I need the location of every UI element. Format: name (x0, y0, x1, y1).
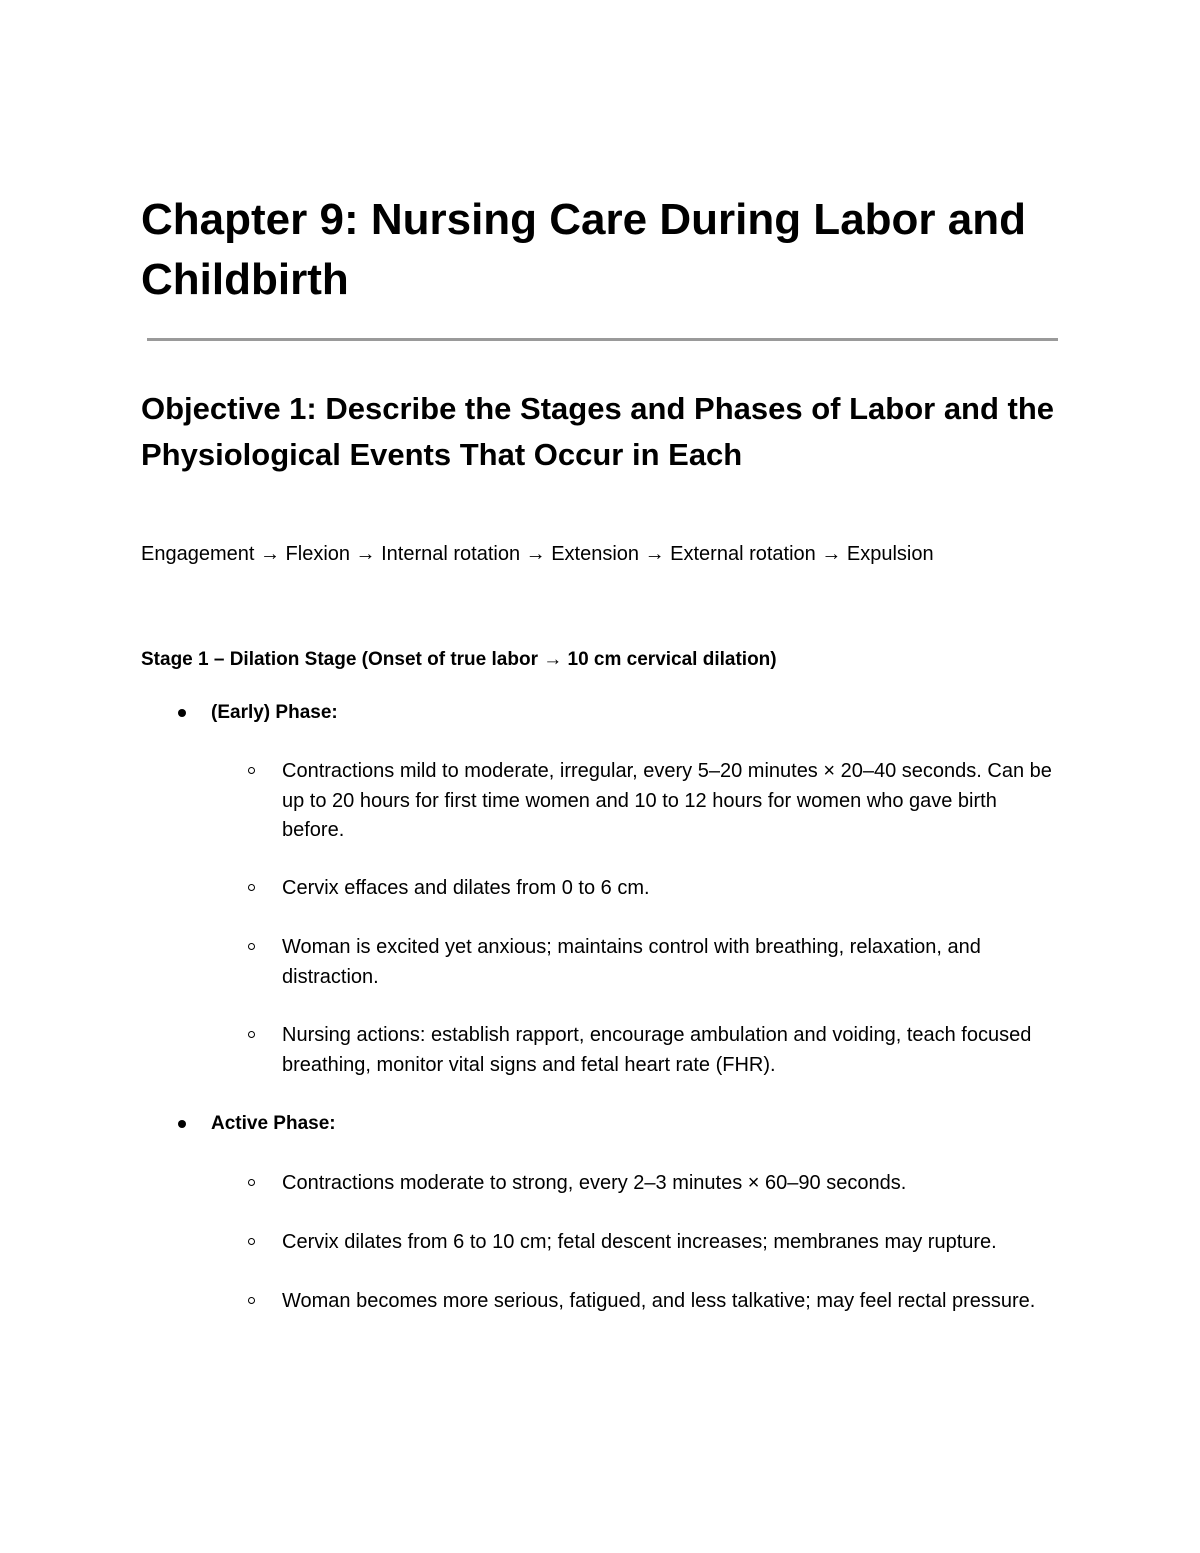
chapter-title: Chapter 9: Nursing Care During Labor and Childbirth (141, 195, 1026, 304)
phase-label-row (0, 699, 1200, 727)
list-item-text: Cervix effaces and dilates from 0 to 6 cm. (282, 877, 650, 899)
phase-label-row (0, 1110, 1200, 1138)
bullet-circle-icon (248, 943, 255, 950)
phase-label: Active Phase: (211, 1113, 336, 1134)
list-item-text: Nursing actions: establish rapport, encourage ambulation and voiding, teach focused breathing, monitor vital signs and fetal heart rate (FHR). (282, 1024, 1032, 1076)
list-item-text: Cervix dilates from 6 to 10 cm; fetal descent increases; membranes may rupture. (282, 1231, 997, 1253)
bullet-circle-icon (248, 884, 255, 891)
bullet-circle-icon (248, 1297, 255, 1304)
list-item-text: Contractions mild to moderate, irregular, every 5–20 minutes × 20–40 seconds. Can be up to 20 hours for first time women and 10 to 12 hours for women who gave birth before. (282, 760, 1052, 841)
bullet-circle-icon (248, 1031, 255, 1038)
list-item-text: Woman becomes more serious, fatigued, and less talkative; may feel rectal pressure. (282, 1290, 1036, 1312)
bullet-circle-icon (248, 1238, 255, 1245)
phase-label: (Early) Phase: (211, 702, 338, 723)
bullet-circle-icon (248, 767, 255, 774)
list-item-text: Contractions moderate to strong, every 2–3 minutes × 60–90 seconds. (282, 1172, 907, 1194)
bullet-disc-icon (178, 1120, 186, 1128)
list-item-text: Woman is excited yet anxious; maintains control with breathing, relaxation, and distraction. (282, 936, 981, 988)
bullet-circle-icon (248, 1179, 255, 1186)
objective-heading: Objective 1: Describe the Stages and Phases of Labor and the Physiological Events That Occur in Each (141, 391, 1055, 472)
horizontal-divider (147, 338, 1058, 341)
bullet-disc-icon (178, 709, 186, 717)
stage-heading: Stage 1 – Dilation Stage (Onset of true labor → 10 cm cervical dilation) (141, 649, 777, 670)
mechanism-sequence: Engagement → Flexion → Internal rotation → Extension → External rotation → Expulsion (141, 543, 934, 565)
